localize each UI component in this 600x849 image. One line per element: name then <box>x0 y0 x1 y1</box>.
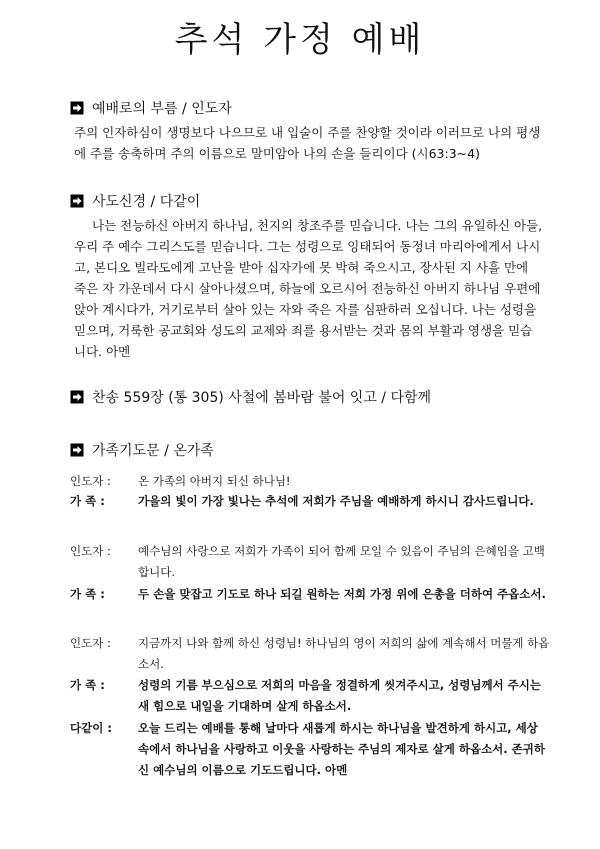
prayer-text: 오늘 드리는 예배를 통해 날마다 새롭게 하시는 하나님을 발견하게 하시고, 세상 속에서 하나님을 사랑하고 이웃을 사랑하는 주님의 제자로 살게 하옵소서. 존귀하신 예수님의 이름으로 기도드립니다. 아멘 <box>138 721 545 777</box>
section-heading-prayer-label: 가족기도문 / 온가족 <box>92 443 214 459</box>
call-to-worship-text: 주의 인자하심이 생명보다 나으므로 내 입술이 주를 찬양할 것이라 이러므로 나의 평생에 주를 송축하며 주의 이름으로 말미암아 나의 손을 들리이다 (시63:3~4) <box>74 125 541 161</box>
section-heading-call <box>70 98 232 118</box>
prayer-row <box>70 491 550 512</box>
arrow-box-icon <box>70 194 84 208</box>
prayer-text: 예수님의 사랑으로 저희가 가족이 되어 함께 모일 수 있음이 주님의 은혜임을 고백합니다. <box>138 544 545 579</box>
prayer-row <box>70 675 550 717</box>
section-heading-call-label: 예배로의 부름 / 인도자 <box>92 101 232 117</box>
section-heading-hymn <box>70 387 431 407</box>
section-heading-creed-label: 사도신경 / 다같이 <box>92 194 201 210</box>
prayer-speaker: 다같이 : <box>70 721 112 735</box>
prayer-row <box>70 584 550 605</box>
prayer-text: 지금까지 나와 함께 하신 성령님! 하나님의 영이 저희의 삶에 계속해서 머물게 하옵소서. <box>138 636 550 671</box>
prayer-speaker: 가 족 : <box>70 678 105 692</box>
prayer-row <box>70 471 550 492</box>
prayer-text: 가을의 빛이 가장 빛나는 추석에 저희가 주님을 예배하게 하시니 감사드립니다. <box>138 494 534 508</box>
section-heading-hymn-label: 찬송 559장 (통 305) 사철에 봄바람 불어 잇고 / 다함께 <box>92 390 432 406</box>
section-heading-prayer <box>70 440 214 460</box>
prayer-text: 두 손을 맞잡고 기도로 하나 되길 원하는 저희 가정 위에 은총을 더하여 주옵소서. <box>138 587 546 601</box>
apostles-creed-text: 나는 전능하신 아버지 하나님, 천지의 창조주를 믿습니다. 나는 그의 유일하신 아들, 우리 주 예수 그리스도를 믿습니다. 그는 성령으로 잉태되어 동정녀 마리아에게서 나시고, 본디오 빌라도에게 고난을 받아 십자가에 못 박혀 죽으시고, 장사된 지 사흘 만에 죽은 자 가운데서 다시 살아나셨으며, 하늘에 오르시어 전능하신 아버지 하나님 우편에 앉아 계시다가, 거기로부터 살아 있는 자와 죽은 자를 심판하러 오십니다. 나는 성령을 믿으며, 거룩한 공교회와 성도의 교제와 죄를 용서받는 것과 몸의 부활과 영생을 믿습니다. 아멘 <box>74 218 543 359</box>
prayer-text: 온 가족의 아버지 되신 하나님! <box>138 474 291 488</box>
prayer-speaker: 인도자 : <box>70 544 111 558</box>
prayer-speaker: 인도자 : <box>70 474 111 488</box>
prayer-row <box>70 541 550 583</box>
page-title: 추석 가정 예배 <box>174 20 426 60</box>
prayer-speaker: 인도자 : <box>70 636 111 650</box>
arrow-box-icon <box>70 390 84 404</box>
prayer-row <box>70 633 550 675</box>
prayer-speaker: 가 족 : <box>70 494 105 508</box>
prayer-speaker: 가 족 : <box>70 587 105 601</box>
prayer-row <box>70 718 550 781</box>
arrow-box-icon <box>70 443 84 457</box>
prayer-text: 성령의 기름 부으심으로 저희의 마음을 정결하게 씻겨주시고, 성령님께서 주시는 새 힘으로 내일을 기대하며 살게 하옵소서. <box>138 678 541 713</box>
arrow-box-icon <box>70 101 84 115</box>
section-heading-creed <box>70 191 200 211</box>
